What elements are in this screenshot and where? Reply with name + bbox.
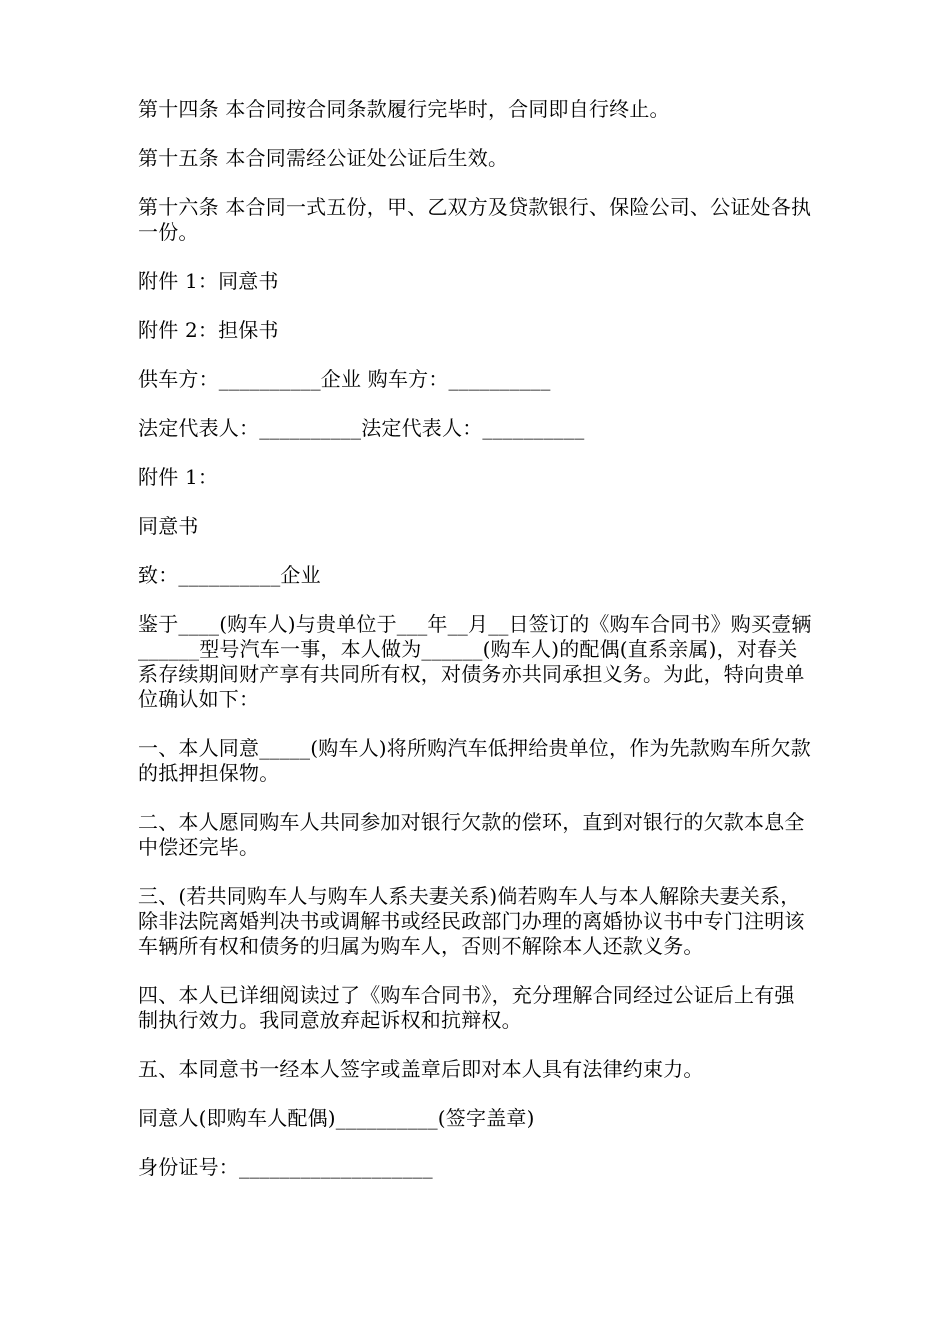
consent-item-5: 五、本同意书一经本人签字或盖章后即对本人具有法律约束力。 [138, 1057, 704, 1081]
article-16: 第十六条 本合同一式五份，甲、乙双方及贷款银行、保险公司、公证处各执一份。 [138, 195, 812, 244]
document-page [138, 97, 814, 1204]
consent-item-1: 一、本人同意_____(购车人)将所购汽车低押给贵单位，作为先款购车所欠款的抵押担保物。 [138, 736, 812, 785]
consent-item-4: 四、本人已详细阅读过了《购车合同书》，充分理解合同经过公证后上有强制执行效力。我同意放弃起诉权和抗辩权。 [138, 983, 795, 1032]
consent-letter-title: 同意书 [138, 514, 199, 538]
addressee-line: 致：__________企业 [138, 563, 321, 587]
consent-item-3: 三、(若共同购车人与购车人系夫妻关系)倘若购车人与本人解除夫妻关系，除非法院离婚判决书或调解书或经民政部门办理的离婚协议书中专门注明该车辆所有权和债务的归属为购车人，否则不解除本人还款义务。 [138, 884, 805, 958]
id-number-line: 身份证号：___________________ [138, 1155, 433, 1179]
article-15: 第十五条 本合同需经公证处公证后生效。 [138, 146, 509, 170]
attachment-1-title: 附件 1：同意书 [138, 269, 279, 293]
attachment-2-title: 附件 2：担保书 [138, 318, 279, 342]
article-14: 第十四条 本合同按合同条款履行完毕时，合同即自行终止。 [138, 97, 670, 121]
legal-representative-line: 法定代表人：__________法定代表人：__________ [138, 416, 585, 440]
consent-intro-paragraph: 鉴于____(购车人)与贵单位于___年__月__日签订的《购车合同书》购买壹辆______型号汽车一事，本人做为______(购车人)的配偶(直系亲属)，对春关系存续期间财产享有共同所有权，对债务亦共同承担义务。为此，特向贵单位确认如下： [138, 612, 812, 711]
consent-item-2: 二、本人愿同购车人共同参加对银行欠款的偿环，直到对银行的欠款本息全中偿还完毕。 [138, 810, 805, 859]
consenter-signature-line: 同意人(即购车人配偶)__________(签字盖章) [138, 1106, 535, 1130]
party-line: 供车方：__________企业 购车方：__________ [138, 367, 551, 391]
attachment-1-heading: 附件 1： [138, 465, 219, 489]
